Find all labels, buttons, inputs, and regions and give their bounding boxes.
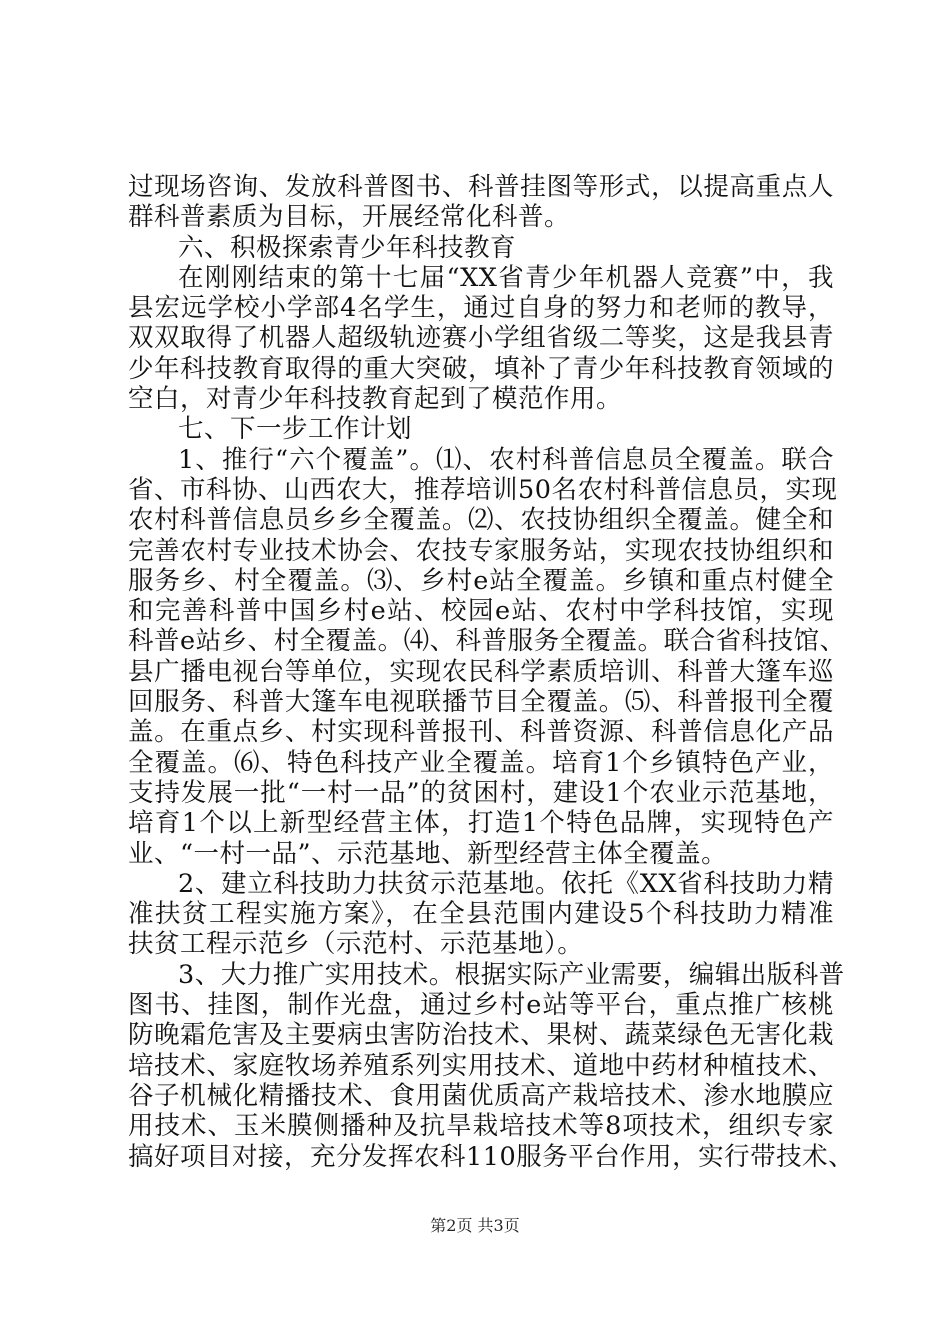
page-number-footer: 第2页 共3页 bbox=[430, 1216, 520, 1235]
paragraph-line: 防晚霜危害及主要病虫害防治技术、果树、蔬菜绿色无害化栽 bbox=[128, 1020, 834, 1051]
paragraph-line: 2、建立科技助力扶贫示范基地。依托《XX省科技助力精 bbox=[178, 868, 834, 899]
paragraph-line: 培育1个以上新型经营主体，打造1个特色品牌，实现特色产 bbox=[128, 808, 834, 839]
section-heading: 六、积极探索青少年科技教育 bbox=[178, 232, 517, 263]
paragraph-line: 服务乡、村全覆盖。⑶、乡村e站全覆盖。乡镇和重点村健全 bbox=[128, 565, 834, 596]
section-heading: 七、下一步工作计划 bbox=[178, 414, 413, 445]
document-body bbox=[128, 172, 855, 1172]
paragraph-line: 空白，对青少年科技教育起到了模范作用。 bbox=[128, 384, 623, 415]
paragraph-line: 培技术、家庭牧场养殖系列实用技术、道地中药材种植技术、 bbox=[128, 1050, 834, 1081]
paragraph-line: 业、“一村一品”、示范基地、新型经营主体全覆盖。 bbox=[128, 838, 728, 869]
paragraph-line: 谷子机械化精播技术、食用菌优质高产栽培技术、渗水地膜应 bbox=[128, 1080, 834, 1111]
paragraph-line: 完善农村专业技术协会、农技专家服务站，实现农技协组织和 bbox=[128, 535, 834, 566]
paragraph-line: 图书、挂图，制作光盘，通过乡村e站等平台，重点推广核桃 bbox=[128, 990, 834, 1021]
paragraph-line: 支持发展一批“一村一品”的贫困村，建设1个农业示范基地， bbox=[128, 777, 834, 808]
paragraph-line: 准扶贫工程实施方案》，在全县范围内建设5个科技助力精准 bbox=[128, 899, 834, 930]
paragraph-line: 农村科普信息员乡乡全覆盖。⑵、农技协组织全覆盖。健全和 bbox=[128, 505, 834, 536]
paragraph-line: 和完善科普中国乡村e站、校园e站、农村中学科技馆，实现 bbox=[128, 596, 834, 627]
paragraph-line: 县宏远学校小学部4名学生，通过自身的努力和老师的教导， bbox=[128, 293, 834, 324]
paragraph-line: 1、推行“六个覆盖”。⑴、农村科普信息员全覆盖。联合 bbox=[178, 444, 834, 475]
paragraph-line: 群科普素质为目标，开展经常化科普。 bbox=[128, 202, 571, 233]
paragraph-line: 科普e站乡、村全覆盖。⑷、科普服务全覆盖。联合省科技馆、 bbox=[128, 626, 846, 657]
paragraph-line: 县广播电视台等单位，实现农民科学素质培训、科普大篷车巡 bbox=[128, 656, 834, 687]
paragraph-line: 过现场咨询、发放科普图书、科普挂图等形式，以提高重点人 bbox=[128, 172, 834, 202]
paragraph-line: 全覆盖。⑹、特色科技产业全覆盖。培育1个乡镇特色产业， bbox=[128, 747, 834, 778]
paragraph-line: 双双取得了机器人超级轨迹赛小学组省级二等奖，这是我县青 bbox=[128, 323, 834, 354]
paragraph-line: 盖。在重点乡、村实现科普报刊、科普资源、科普信息化产品 bbox=[128, 717, 834, 748]
paragraph-line: 扶贫工程示范乡（示范村、示范基地）。 bbox=[128, 929, 584, 960]
paragraph-line: 回服务、科普大篷车电视联播节目全覆盖。⑸、科普报刊全覆 bbox=[128, 687, 834, 718]
paragraph-line: 3、大力推广实用技术。根据实际产业需要，编辑出版科普 bbox=[178, 959, 845, 990]
paragraph-line: 用技术、玉米膜侧播种及抗旱栽培技术等8项技术，组织专家 bbox=[128, 1111, 834, 1142]
paragraph-line: 搞好项目对接，充分发挥农科110服务平台作用，实行带技术、 bbox=[128, 1141, 855, 1172]
paragraph-line: 少年科技教育取得的重大突破，填补了青少年科技教育领域的 bbox=[128, 353, 834, 384]
paragraph-line: 省、市科协、山西农大，推荐培训50名农村科普信息员，实现 bbox=[128, 474, 838, 505]
paragraph-line: 在刚刚结束的第十七届“XX省青少年机器人竞赛”中，我 bbox=[178, 262, 834, 293]
